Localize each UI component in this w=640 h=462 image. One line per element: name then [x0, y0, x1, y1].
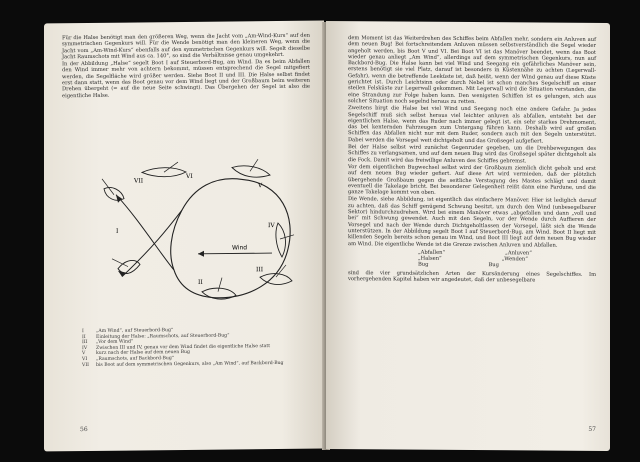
boat-icon: [142, 162, 186, 177]
boat-label: III: [256, 266, 264, 274]
page-number: 56: [80, 426, 88, 434]
boat-icon: [112, 258, 140, 273]
boat-label: VII: [134, 177, 144, 185]
paragraph: dem Moment ist das Weiterdrehen des Schiffes beim Abfallen mehr, sondern ein Anluven auf dem neuen Bug! Bei fortschreitendem Anluven müssen selbstverständlich die Segel wieder angeholt werden, bis Boot V und VI. Bei Boot VI ist das Manöver beendet, wenn das Boot wieder genau anliegt „Am Wind“, allerdings auf dem symmetrischen Gegenkurs, nun auf Backbord-Bug. Die Halse kann bei viel Wind und Seegang ein gefährliches Manöver sein, erstens benötigt sie viel Platz, darauf ist besonders in Küstennähe zu achten (Legerwall-Gefahr), wenn die betreffende Leeküste ist, daß heißt, wenn der Wind genau auf diese Küste gerichtet ist. Durch Leichtsinn oder durch Nebel ist schon manches Segelschiff an einer steilen Felsküste zur Legerwall gekommen. Mit Legerwall wird die Situation verstanden, die eine Strandung zur Folge haben kann. Den wenigsten Schiffen ist es gelungen, sich aus solcher Situation noch segelnd heraus zu retten.: [348, 35, 596, 106]
boat-label: V: [258, 182, 263, 190]
boat-icon: [276, 223, 294, 257]
paragraph: sind die vier grundsätzlichen Arten der Kursänderung eines Segelschiffes. Im vorhergehenden Kapitel haben wir angedeutet, daß der unbesegelbare: [348, 269, 596, 284]
caption-row: I „Am Wind“, auf Steuerbord-Bug“: [82, 328, 174, 335]
paragraph: Zweitens birgt die Halse bei viel Wind und Seegang noch eine andere Gefahr. Ja jedes Segelschiff muß sich selbst heraus viel leichter anluven als abfallen, entsteht bei der eigentlichen Halse, wenn das Ruder nach immer gelegt ist, ein sehr starkes Drehmoment, das bei kenternden Fahrzeugen zum Untergang führen kann. Deshalb wird auf großen Schiffen das Abfallen nicht nur mit dem Ruder, sondern auch mit den Segeln unterstützt. Dabei werden die Vorsegel weit dichtgeholt und das Großsegel aufgefiert.: [348, 105, 596, 145]
caption-row: VI „Raumschots, auf Backbord-Bug“: [82, 356, 175, 363]
boat-icon: [232, 159, 270, 177]
boat-label: II: [198, 278, 203, 286]
boat-icon: [102, 179, 124, 201]
boat-icon: [202, 277, 236, 299]
page-number: 57: [588, 425, 596, 433]
right-page: [326, 21, 610, 451]
boat-icon: [260, 265, 292, 285]
open-book: [44, 22, 610, 450]
paragraph: Bei der Halse selbst wird zunächst Gegenruder gegeben, um die Drehbewegungen des Schiffes zu verlangsamen, und auf dem neuen Bug wird das Großsegel später dichtgeholt als die Fock. Damit wird das freiwillige Anluven des Schiffes gebremst.: [348, 144, 596, 165]
maneuver-list: „Abfallen“ „Anluven“ „Halsen“ „Wenden“ Bug Bug: [418, 249, 532, 269]
left-page: [44, 21, 324, 452]
wind-label: Wind: [232, 244, 248, 252]
boat-label: VI: [186, 172, 193, 180]
boat-label: I: [116, 227, 119, 235]
paragraph: Vor dem eigentlichen Bugwechsel selbst wird der Großbaum ziemlich dicht geholt und erst auf dem neuen Bug wieder gefiert. Auf diese Art wird vermieden, daß der plötzlich übergehende Großbaum gegen die seitliche Verstagung des Mastes schlägt und damit eventuell die Takelage bricht. Bei besonderer Gelegenheit reißt dann eine Pardune, und die ganze Takelage kommt von oben.: [348, 164, 596, 196]
caption-row: II Einleitung der Halse: „Raumschots, auf Steuerbord-Bug“: [82, 333, 230, 340]
figure-caption: [82, 327, 302, 368]
halse-diagram: [82, 157, 298, 309]
caption-row: III „Vor dem Wind“: [82, 339, 134, 346]
paragraph: Die Wende, siehe Abbildung, ist eigentlich das einfachere Manöver. Hier ist lediglich darauf zu achten, daß das Schiff genügend Schwung besitzt, um durch den Wind (unbesegelbarer Sektor) hindurchzudrehen. Wird bei einem Manöver etwas „abgefallen und dann „voll und bei“ mit Schwung gewendet. Auch mit den Segeln, vor der Wende durch Auffieren der Vorsegel und nach der Wende durch Dichtgeholtlassen der Vorsegel, läßt sich die Wende unterstützen. In der Abbildung segelt Boot I auf Steuerbord-Bug, am Wind. Boot II liegt mit killenden Segeln bereits schon genau im Wind, und Boot III liegt auf dem neuen Bug wieder am Wind. Die eigentliche Wende ist die Grenze zwischen Anluven und Abfallen.: [348, 196, 596, 249]
caption-row: VII bis Boot auf dem symmetrischen Gegenkurs, also „Am Wind“, auf Backbord-Bug: [82, 360, 284, 368]
paragraph: In der Abbildung „Halse“ segelt Boot I auf Steuerbord-Bug, am Wind. Da es beim Abfallen den Wind immer mehr von achtern bekommt, müssen entsprechend die Segel mitgefiert werden, die Segelfläche wird größer werden. Siehe Boot II und III. Die Halse selbst findet erst dann statt, wenn das Boot genau vor dem Wind liegt und der Großbaum beim weiteren Drehen übergeht (= auf die neue Seite schwingt). Das Übergehen der Segel ist also die eigentliche Halse.: [62, 58, 310, 99]
right-page-text: [348, 35, 596, 285]
boat-label: IV: [268, 222, 275, 230]
left-page-text: [62, 33, 310, 101]
paragraph: Für die Halse benötigt man den größeren Weg, wenn die Jacht vom „Am-Wind-Kurs“ auf den symmetrischen Gegenkurs will. Für die Wende benötigt man den kleineren Weg, wenn die Jacht vom „Am-Wind-Kurs“ ebenfalls auf den symmetrischen Gegenkurs will. Segelt dieselbe Jacht Raumschots mit Wind aus ca. 140°, so sind die Verhältnisse genau umgekehrt.: [62, 32, 310, 61]
caption-row: V kurz nach der Halse auf dem neuen Bug: [82, 350, 190, 357]
caption-row: IV Zwischen III und IV, genau vor dem Wind findet die eigentliche Halse statt: [82, 343, 271, 351]
